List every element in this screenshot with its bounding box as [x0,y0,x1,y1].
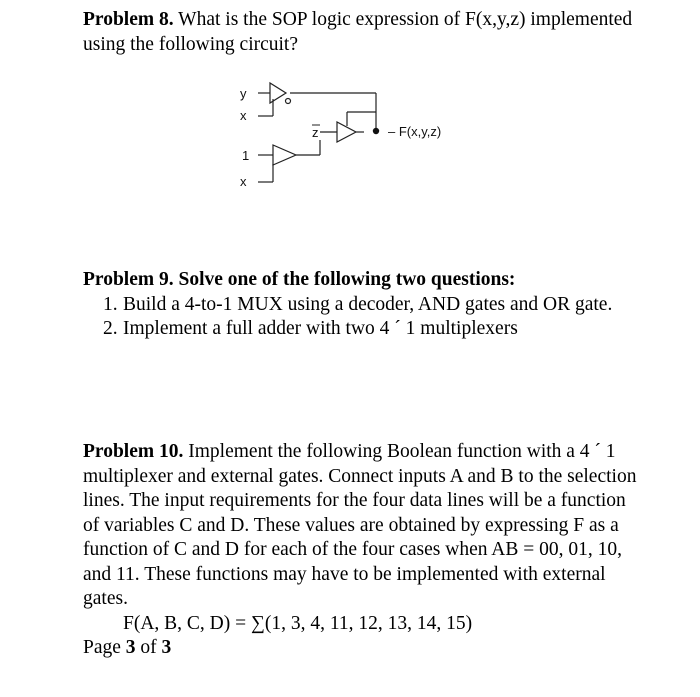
list-item-text: Implement a full adder with two 4 ´ 1 multiplexers [123,318,518,339]
input-x-top-label: x [240,108,247,123]
problem-9 [83,268,643,342]
top-tristate-gate [258,83,376,129]
middle-tristate-gate [320,112,376,142]
problem-8-label: Problem 8. [83,9,174,30]
output-junction-dot [373,128,379,134]
problem-9-list [83,293,643,342]
problem-8 [83,8,643,57]
input-z-bar-label: z [312,125,319,140]
problem-8-text: What is the SOP logic expression of F(x,y,z) implemented using the following circuit? [83,9,633,55]
problem-9-label: Problem 9. Solve one of the following two questions: [83,269,516,290]
input-one-label: 1 [242,148,250,163]
logic-circuit-diagram [236,82,476,197]
problem-9-item-1 [83,293,643,318]
list-item-number: 2. [103,318,118,339]
problem-9-item-2 [83,317,643,342]
input-x-bottom-label: x [240,174,247,189]
bottom-tristate-gate [258,140,320,182]
problem-10-text: Implement the following Boolean function with a 4 ´ 1 multiplexer and external gates. Connect inputs A and B to the selection lines. The input requirements for the four data lines will be a function of variables C and D. These values are obtained by expressing F as a function of C and D for each of the four cases when AB = 00, 01, 10, and 11. These functions may have to be implemented with external gates. [83,441,637,609]
page-prefix: Page [83,637,126,658]
problem-10-label: Problem 10. [83,441,184,462]
list-item-number: 1. [103,293,118,315]
page-footer [83,636,643,661]
page-number: 3 [125,637,136,658]
input-y-label: y [240,86,247,101]
page-total: 3 [161,637,172,658]
boolean-function-formula: F(A, B, C, D) = ∑(1, 3, 4, 11, 12, 13, 14, 15) [123,612,473,634]
page-of: of [135,637,162,658]
list-item-text: Build a 4-to-1 MUX using a decoder, AND gates and OR gate. [123,293,613,315]
output-f-label: – F(x,y,z) [388,124,442,139]
problem-10 [83,440,643,661]
